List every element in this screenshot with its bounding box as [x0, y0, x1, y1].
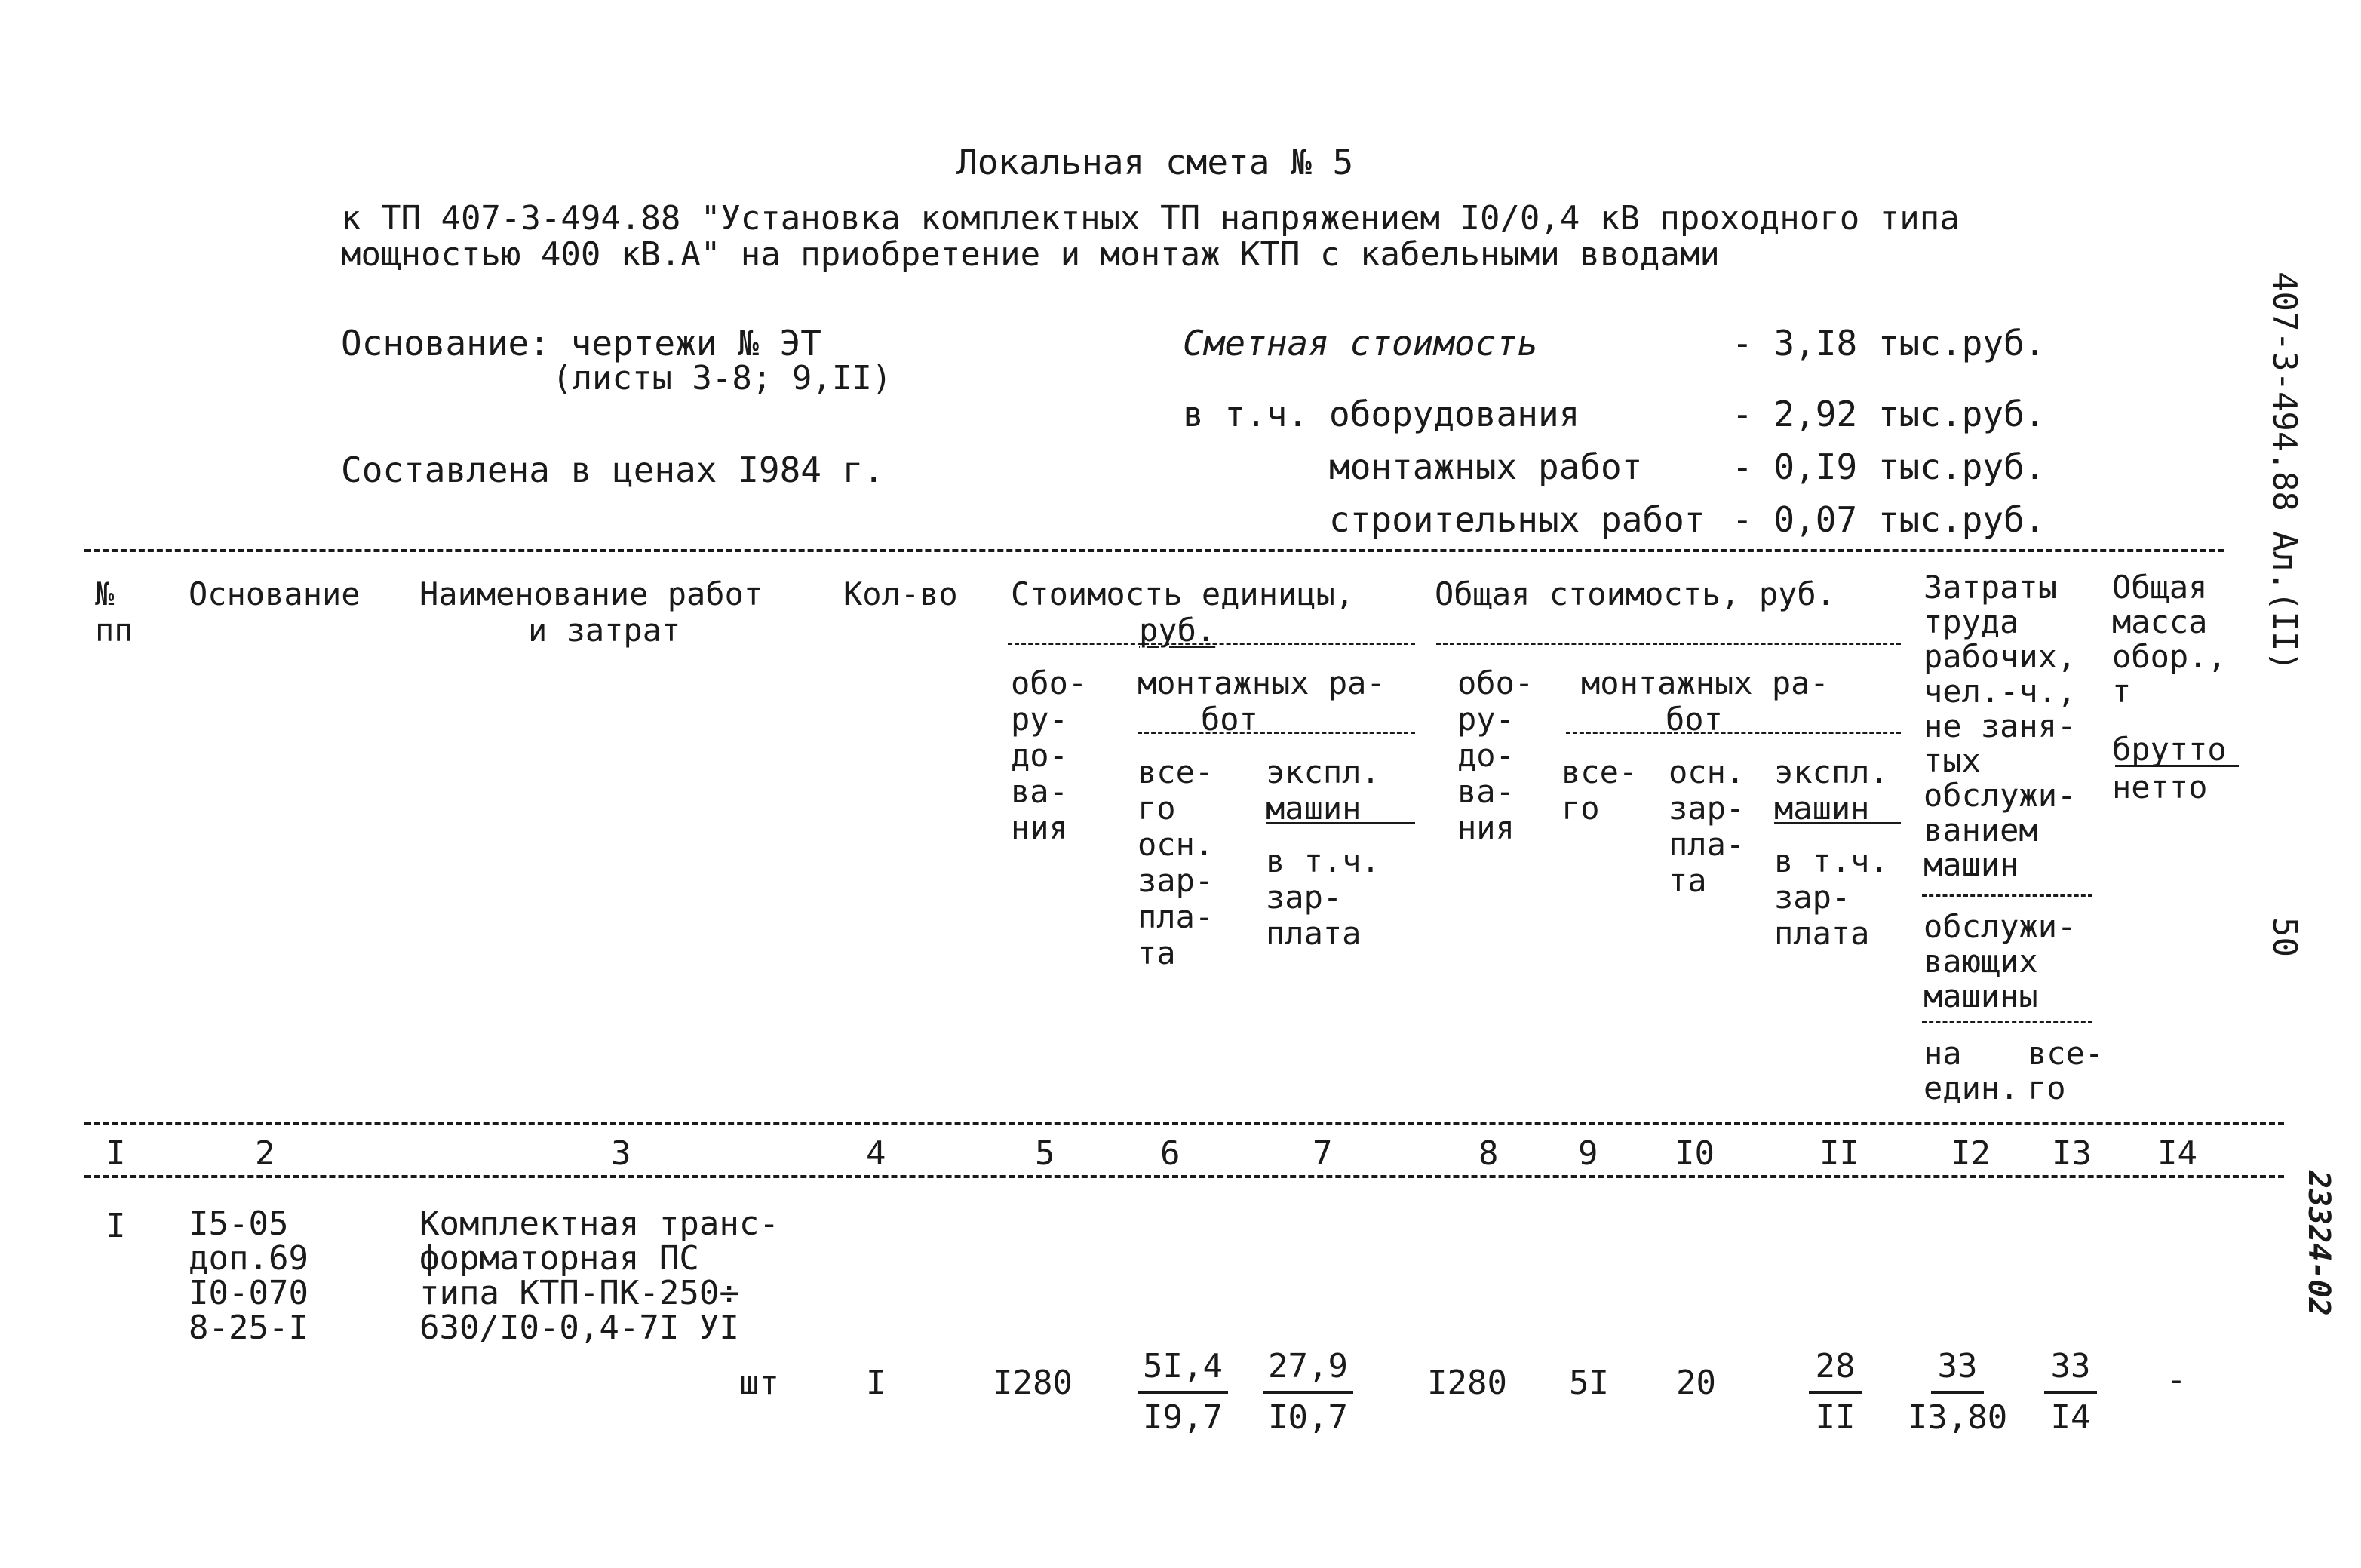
cost-total-label: Сметная стоимость	[1183, 323, 1538, 364]
column-number-4: 4	[866, 1134, 886, 1173]
cost-equipment-label: оборудования	[1329, 394, 1580, 434]
column-number-7: 7	[1313, 1134, 1333, 1173]
row-labor-total: $\frac{33}{I4}$	[2044, 1350, 2097, 1435]
column-numbers-rule	[84, 1175, 2284, 1178]
column-number-1: I	[106, 1134, 126, 1173]
row-qty: I	[866, 1364, 886, 1402]
row-name: Комплектная транс- форматорная ПС типа КТП-ПК-250÷ 630/I0-0,4-7I УI	[419, 1204, 779, 1347]
header-basis: Основание	[189, 575, 361, 612]
cost-mounting-value: - 0,I9 тыс.руб.	[1732, 446, 2046, 487]
margin-archive-number: 23324-02	[2301, 1171, 2336, 1316]
cost-equipment-value: - 2,92 тыс.руб.	[1732, 394, 2046, 434]
header-mass: Общая масса обор., т	[2112, 569, 2227, 710]
header-labor-machines: обслужи- вающих машины	[1923, 908, 2077, 1014]
document-subtitle-line1: к ТП 407-3-494.88 "Установка комплектных ТП напряжением I0/0,4 кВ проходного типа	[341, 199, 1960, 238]
header-total-machines-wage: в т.ч. зар- плата	[1774, 842, 1889, 952]
margin-page-number: 50	[2265, 917, 2304, 957]
header-total-cost: Общая стоимость, руб.	[1435, 575, 1836, 612]
column-number-10: I0	[1675, 1134, 1715, 1173]
header-unit-machines: экспл. машин	[1266, 753, 1380, 827]
column-number-8: 8	[1478, 1134, 1499, 1173]
column-number-6: 6	[1160, 1134, 1180, 1173]
basis-sheets: (листы 3-8; 9,II)	[552, 359, 892, 397]
row-basis: I5-05 доп.69 I0-070 8-25-I	[189, 1204, 309, 1347]
header-total-equipment: обо- ру- до- ва- ния	[1457, 664, 1534, 846]
column-number-13: I3	[2052, 1134, 2092, 1173]
basis-drawings: Основание: чертежи № ЭТ	[341, 323, 821, 364]
basis-prices: Составлена в ценах I984 г.	[341, 450, 885, 490]
cost-construction-label: строительных работ	[1329, 499, 1706, 540]
header-qty: Кол-во	[843, 575, 958, 612]
cost-mounting-label: монтажных работ	[1329, 446, 1643, 487]
row-total-all: 5I	[1569, 1364, 1609, 1402]
row-unit-equipment: I280	[993, 1364, 1073, 1402]
header-unit-cost: Стоимость единицы, руб.	[1011, 575, 1355, 649]
row-unit-machines: $\frac{27,9}{I0,7}$	[1263, 1350, 1353, 1435]
header-labor-per-unit: на един.	[1923, 1035, 2019, 1106]
row-total-equipment: I280	[1427, 1364, 1507, 1402]
row-total-wage: 20	[1676, 1364, 1716, 1402]
labor-rule-2	[1922, 1021, 2092, 1023]
header-unit-machines-wage: в т.ч. зар- плата	[1266, 842, 1380, 952]
cost-incl-label: в т.ч.	[1183, 394, 1309, 434]
header-num: № пп	[95, 575, 134, 649]
row-unit-total: $\frac{5I,4}{I9,7}$	[1138, 1350, 1228, 1435]
header-total-machines: экспл. машин	[1774, 753, 1889, 827]
column-number-9: 9	[1578, 1134, 1598, 1173]
margin-doc-code: 407-3-494.88 Ал.(II)	[2265, 272, 2304, 671]
header-labor-total: все- го	[2028, 1035, 2105, 1106]
document-subtitle-line2: мощностью 400 кВ.А" на приобретение и монтаж КТП с кабельными вводами	[341, 235, 1720, 274]
cost-construction-value: - 0,07 тыс.руб.	[1732, 499, 2046, 540]
header-unit-mounting: монтажных ра- бот	[1138, 664, 1386, 738]
labor-rule-1	[1922, 894, 2092, 897]
header-unit-total: все- го осн. зар- пла- та	[1138, 753, 1214, 971]
header-total-all: все- го	[1561, 753, 1638, 827]
total-cost-rule	[1436, 643, 1901, 645]
header-unit-equipment: обо- ру- до- ва- ния	[1011, 664, 1088, 846]
column-number-14: I4	[2157, 1134, 2197, 1173]
cost-total-value: - 3,I8 тыс.руб.	[1732, 323, 2046, 364]
header-total-wage: осн. зар- пла- та	[1669, 753, 1745, 899]
column-number-2: 2	[255, 1134, 275, 1173]
document-title: Локальная смета № 5	[956, 142, 1354, 183]
row-num: I	[106, 1207, 126, 1245]
header-labor: Затраты труда рабочих, чел.-ч., не заня- тых обслужи- ванием машин	[1923, 569, 2077, 883]
row-total-machines: $\frac{28}{II}$	[1809, 1350, 1862, 1435]
column-number-3: 3	[611, 1134, 631, 1173]
column-number-5: 5	[1035, 1134, 1055, 1173]
row-mass: -	[2166, 1361, 2187, 1399]
header-name: Наименование работ и затрат	[419, 575, 763, 649]
column-number-12: I2	[1951, 1134, 1991, 1173]
column-number-11: II	[1819, 1134, 1859, 1173]
row-unit: шт	[739, 1364, 779, 1402]
header-total-mounting: монтажных ра- бот	[1581, 664, 1829, 738]
row-labor-unit: $\frac{33}{I3,80}$	[1907, 1347, 2008, 1437]
table-top-rule	[84, 549, 2224, 552]
header-mass-net: нетто	[2112, 769, 2208, 805]
header-bottom-rule	[84, 1122, 2284, 1125]
header-mass-gross: брутто	[2112, 731, 2227, 768]
